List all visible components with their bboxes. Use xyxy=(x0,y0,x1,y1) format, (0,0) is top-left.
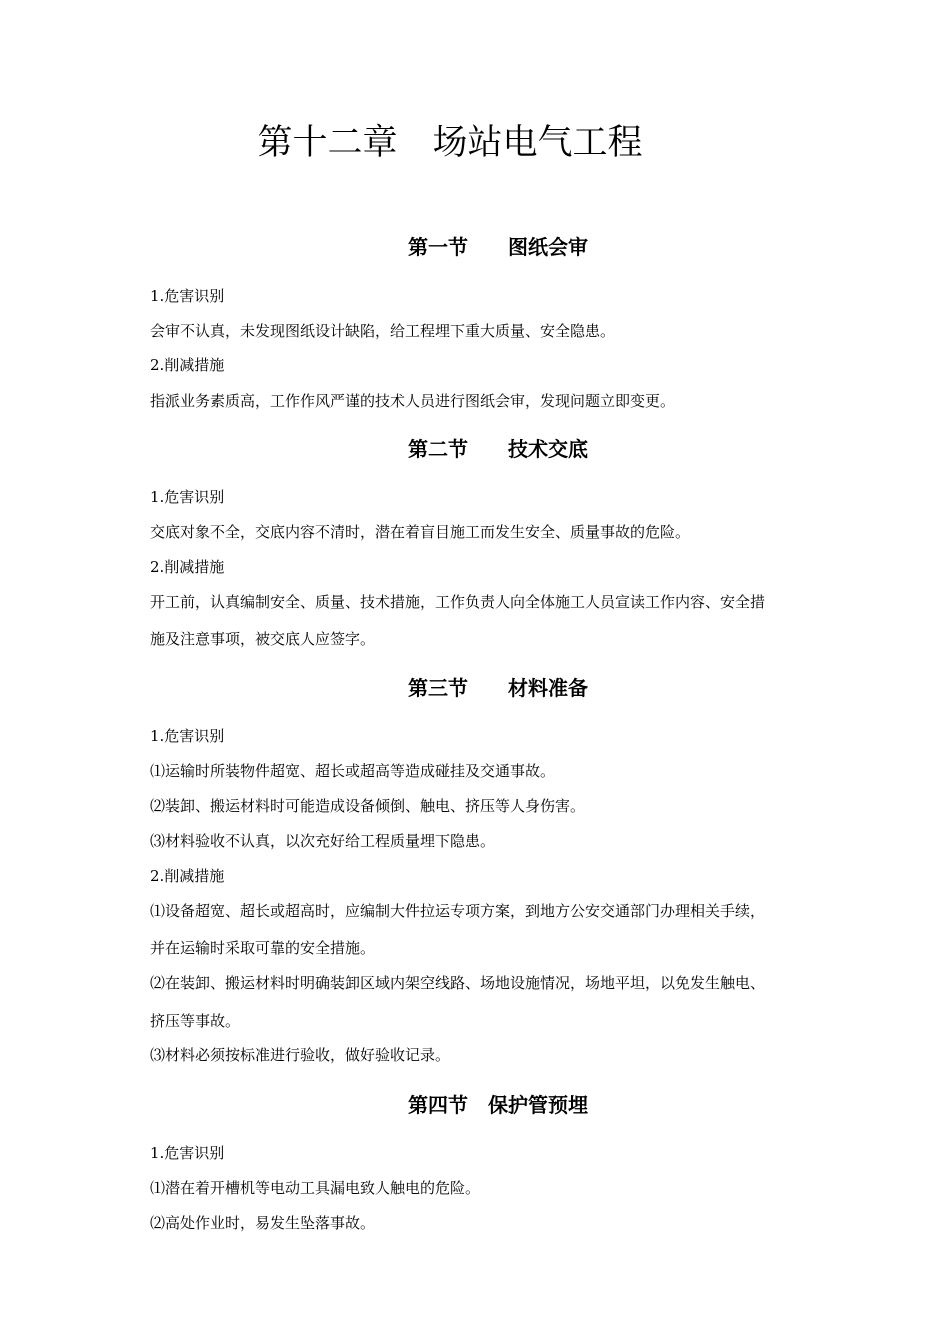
paragraph: 交底对象不全，交底内容不清时，潜在着盲目施工而发生安全、质量事故的危险。 xyxy=(150,523,691,541)
paragraph: ⑴设备超宽、超长或超高时，应编制大件拉运专项方案，到地方公安交通部门办理相关手续， xyxy=(150,902,766,920)
section-title: 第四节 保护管预埋 xyxy=(408,1093,588,1117)
paragraph: 1.危害识别 xyxy=(150,727,225,745)
paragraph: 2.削减措施 xyxy=(150,558,225,576)
paragraph: 1.危害识别 xyxy=(150,287,225,305)
paragraph: 开工前，认真编制安全、质量、技术措施，工作负责人向全体施工人员宣读工作内容、安全措 xyxy=(150,593,766,611)
section-title: 第一节 图纸会审 xyxy=(408,235,588,259)
chapter-title: 第十二章 场站电气工程 xyxy=(257,123,643,163)
paragraph: 会审不认真，未发现图纸设计缺陷，给工程埋下重大质量、安全隐患。 xyxy=(150,322,616,340)
paragraph: 并在运输时采取可靠的安全措施。 xyxy=(150,939,376,957)
paragraph: ⑶材料必须按标准进行验收，做好验收记录。 xyxy=(150,1046,451,1064)
paragraph: ⑵在装卸、搬运材料时明确装卸区域内架空线路、场地设施情况，场地平坦，以免发生触电、 xyxy=(150,974,766,992)
paragraph: ⑵高处作业时，易发生坠落事故。 xyxy=(150,1214,376,1232)
section-title: 第三节 材料准备 xyxy=(408,676,588,700)
paragraph: 指派业务素质高，工作作风严谨的技术人员进行图纸会审，发现问题立即变更。 xyxy=(150,392,676,410)
paragraph: ⑴运输时所装物件超宽、超长或超高等造成碰挂及交通事故。 xyxy=(150,762,556,780)
paragraph: ⑵装卸、搬运材料时可能造成设备倾倒、触电、挤压等人身伤害。 xyxy=(150,797,586,815)
paragraph: 2.削减措施 xyxy=(150,867,225,885)
paragraph: ⑴潜在着开槽机等电动工具漏电致人触电的危险。 xyxy=(150,1179,481,1197)
paragraph: 挤压等事故。 xyxy=(150,1012,241,1030)
paragraph: 2.削减措施 xyxy=(150,356,225,374)
paragraph: ⑶材料验收不认真，以次充好给工程质量埋下隐患。 xyxy=(150,832,496,850)
paragraph: 1.危害识别 xyxy=(150,488,225,506)
paragraph: 施及注意事项，被交底人应签字。 xyxy=(150,630,376,648)
paragraph: 1.危害识别 xyxy=(150,1144,225,1162)
section-title: 第二节 技术交底 xyxy=(408,437,588,461)
